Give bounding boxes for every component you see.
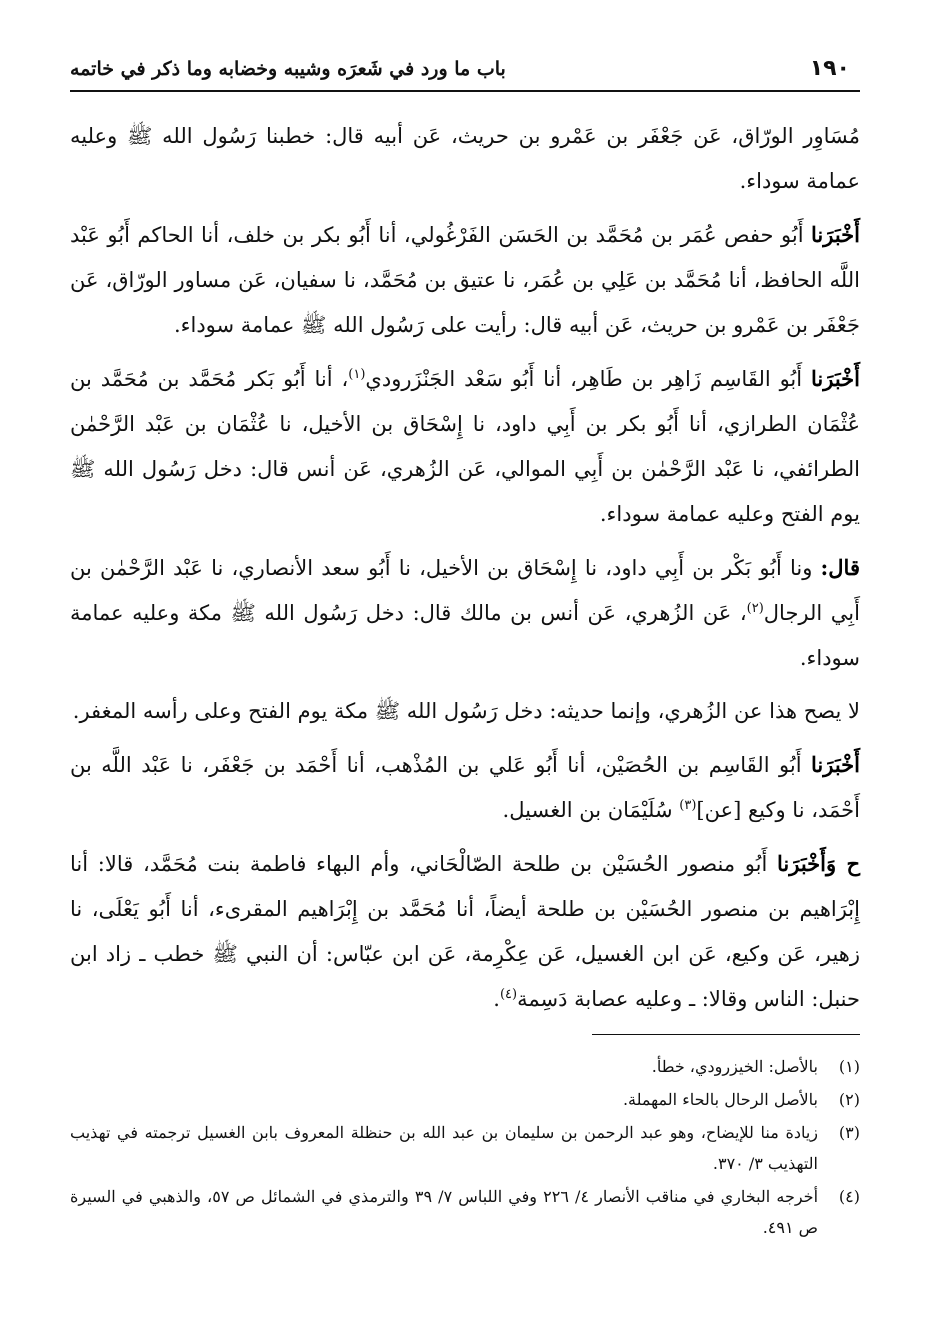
footnote-number: (٤) bbox=[838, 1187, 860, 1206]
footnotes bbox=[70, 1051, 860, 1243]
book-page bbox=[70, 40, 860, 1290]
main-text bbox=[70, 114, 860, 1022]
footnote-text: بالأصل: الخيزرودي، خطأ. bbox=[651, 1057, 818, 1076]
paragraph-lead: قال: bbox=[820, 555, 860, 580]
paragraph-3 bbox=[70, 356, 860, 537]
paragraph-text-cont: . bbox=[493, 987, 500, 1011]
footnote-ref-3: (٣) bbox=[679, 798, 697, 813]
page-number: ١٩٠ bbox=[809, 56, 850, 81]
footnote-text: زيادة منا للإيضاح، وهو عبد الرحمن بن سليمان بن عبد الله بن حنظلة المعروف بابن الغسيل ترجمته في تهذيب التهذيب ٣/ ٣٧٠. bbox=[70, 1123, 818, 1173]
footnote-text: أخرجه البخاري في مناقب الأنصار ٤/ ٢٢٦ وفي اللباس ٧/ ٣٩ والترمذي في الشمائل ص ٥٧، والذهبي في السيرة ص ٤٩١. bbox=[70, 1187, 819, 1237]
paragraph-lead: ح وَأَخْبَرَنا bbox=[776, 851, 860, 876]
paragraph-text: أَبُو القَاسِم بن الحُصَيْن، أنا أَبُو عَلي بن المُذْهب، أنا أَحْمَد بن جَعْفَر، نا عَبْد اللَّه بن أَحْمَد، نا وكيع [عن] bbox=[70, 753, 860, 822]
footnote-ref-4: (٤) bbox=[499, 987, 518, 1002]
footnote-number: (١) bbox=[838, 1057, 860, 1076]
paragraph-6 bbox=[70, 742, 860, 833]
footnote-item bbox=[70, 1051, 860, 1082]
paragraph-2 bbox=[70, 212, 860, 348]
paragraph-text-cont: سُلَيْمَان بن الغسيل. bbox=[502, 798, 680, 822]
paragraph-1 bbox=[70, 114, 860, 204]
paragraph-7 bbox=[70, 841, 860, 1022]
footnote-item bbox=[70, 1084, 860, 1115]
footnote-item bbox=[70, 1181, 860, 1243]
paragraph-text: أَبُو منصور الحُسَيْن بن طلحة الصّالْحَاني، وأم البهاء فاطمة بنت مُحَمَّد، قالا: أنا إِبْرَاهيم بن منصور الحُسَيْن بن طلحة أيضاً، أنا مُحَمَّد بن إِبْرَاهيم المقرىء، أنا أَبُو يَعْلَى، نا زهير، عَن وكيع، عَن ابن الغسيل، عَن عِكْرِمة، عَن ابن عبّاس: أن النبي ﷺ خطب ـ زاد ابن حنبل: الناس وقالا: ـ وعليه عصابة دَسِمة bbox=[70, 852, 860, 1011]
footnote-ref-2: (٢) bbox=[746, 601, 764, 616]
paragraph-text: مُسَاوِر الورّاق، عَن جَعْفَر بن عَمْرو بن حريث، عَن أبيه قال: خطبنا رَسُول الله ﷺ وعليه عمامة سوداء. bbox=[70, 124, 860, 193]
paragraph-4 bbox=[70, 545, 860, 681]
paragraph-lead: أَخْبَرَنا bbox=[811, 752, 860, 777]
paragraph-5 bbox=[70, 689, 860, 734]
footnote-item bbox=[70, 1117, 860, 1179]
running-title: باب ما ورد في شَعرَه وشيبه وخضابه وما ذكر في خاتمه bbox=[70, 58, 506, 80]
page-header bbox=[70, 40, 860, 92]
footnote-ref-1: (١) bbox=[348, 367, 366, 382]
footnote-number: (٣) bbox=[838, 1123, 860, 1142]
paragraph-lead: أَخْبَرَنا bbox=[811, 222, 860, 247]
paragraph-text: ونا أَبُو بَكْر بن أَبِي داود، نا إِسْحَاق بن الأخيل، نا أَبُو سعد الأنصاري، نا عَبْد الرَّحْمٰن بن أَبِي الرجال bbox=[70, 556, 860, 625]
footnote-number: (٢) bbox=[838, 1090, 860, 1109]
paragraph-text-cont: ، أنا أَبُو بَكر مُحَمَّد بن مُحَمَّد بن عُثْمَان الطرازي، أنا أَبُو بكر بن أَبِي داود، نا إِسْحَاق بن الأخيل، نا عُثْمَان بن عَبْد الرَّحْمٰن الطرائفي، نا عَبْد الرَّحْمٰن بن أَبِي الموالي، عَن الزُهري، عَن أنس قال: دخل رَسُول الله ﷺ يوم الفتح وعليه عمامة سوداء. bbox=[70, 367, 860, 526]
paragraph-text: لا يصح هذا عن الزُهري، وإنما حديثه: دخل رَسُول الله ﷺ مكة يوم الفتح وعلى رأسه المغفر. bbox=[72, 699, 860, 723]
footnote-divider bbox=[592, 1034, 860, 1035]
paragraph-text-cont: ، عَن الزُهري، عَن أنس بن مالك قال: دخل رَسُول الله ﷺ مكة وعليه عمامة سوداء. bbox=[70, 601, 860, 670]
paragraph-text: أَبُو حفص عُمَر بن مُحَمَّد بن الحَسَن الفَرْغُولي، أنا أَبُو بكر بن خلف، أنا الحاكم أَبُو عَبْد اللَّه الحافظ، أنا مُحَمَّد بن عَلِي بن عُمَر، نا عتيق بن مُحَمَّد، نا سفيان، عَن مساور الورّاق، عَن جَعْفَر بن عَمْرو بن حريث، عَن أبيه قال: رأيت على رَسُول الله ﷺ عمامة سوداء. bbox=[70, 223, 860, 337]
footnote-text: بالأصل الرحال بالحاء المهملة. bbox=[622, 1090, 818, 1109]
paragraph-lead: أَخْبَرَنا bbox=[811, 366, 860, 391]
paragraph-text: أَبُو القَاسِم زَاهِر بن طَاهِر، أنا أَبُو سَعْد الجَنْزَرودي bbox=[365, 367, 811, 391]
